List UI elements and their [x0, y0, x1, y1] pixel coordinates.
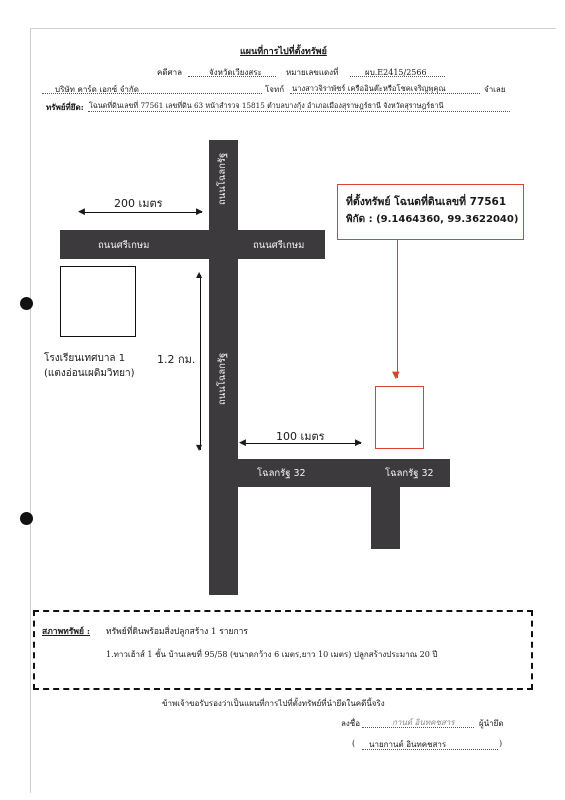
- signer-name: นายกานต์ อินทคชสาร: [369, 740, 447, 749]
- plaintiff-label: โจทก์: [265, 85, 285, 94]
- paren-open: (: [352, 739, 356, 748]
- road-label-soi32-right: โฉลกรัฐ 32: [385, 468, 434, 479]
- signature: กานต์ อินทคชสาร: [392, 718, 455, 727]
- plaintiff-name: บริษัท คาร์ด เอกซ์ จำกัด: [55, 85, 139, 94]
- distance-label-100: 100 เมตร: [276, 430, 325, 443]
- sign-label: ลงชื่อ: [341, 719, 361, 728]
- condition-summary: ทรัพย์ที่ดินพร้อมสิ่งปลูกสร้าง 1 รายการ: [106, 627, 248, 637]
- callout-pointer-head: ▼: [392, 370, 400, 381]
- school-name: โรงเรียนเทศบาล 1: [44, 353, 126, 364]
- distance-label-1-2km: 1.2 กม.: [157, 353, 196, 366]
- arrow-head-left-2: ◀: [239, 438, 246, 448]
- school-building: [60, 266, 136, 337]
- road-label-vertical-mid: ถนนโฉลกรัฐ: [217, 352, 228, 405]
- arrow-head-left: ◀: [78, 207, 85, 217]
- distance-arrow-200: [82, 212, 202, 213]
- callout-pointer: [397, 240, 398, 378]
- court-name: จังหวัดเวียงสระ: [209, 68, 262, 77]
- asset-description: โฉนดที่ดินเลขที่ 77561 เลขที่ดิน 63 หน้าสำรวจ 15815 ตำบลบางกุ้ง อำเภอเมืองสุราษฎร์ธานี จังหวัดสุราษฎร์ธานี: [89, 101, 444, 110]
- road-label-vertical-top: ถนนโฉลกรัฐ: [217, 152, 228, 205]
- road-label-srikasem-left: ถนนศรีเกษม: [98, 240, 150, 251]
- road-label-soi32-left: โฉลกรัฐ 32: [257, 468, 306, 479]
- school-subname: (แตงอ่อนเผดิมวิทยา): [44, 368, 135, 379]
- road-label-srikasem-right: ถนนศรีเกษม: [253, 240, 305, 251]
- arrow-head-right: ▶: [196, 207, 203, 217]
- case-number: ผบ.E2415/2566: [365, 68, 427, 77]
- certification-text: ข้าพเจ้าขอรับรองว่าเป็นแผนที่การไปที่ตั้งทรัพย์ที่นำยึดในคดีนี้จริง: [162, 699, 385, 708]
- arrow-head-down: ▼: [196, 443, 203, 452]
- condition-label: สภาพทรัพย์ :: [42, 627, 91, 637]
- signer-role: ผู้นำยึด: [479, 719, 504, 728]
- page-title: แผนที่การไปที่ตั้งทรัพย์: [240, 47, 327, 57]
- paren-close: ): [499, 739, 503, 748]
- property-plot: [375, 386, 424, 449]
- arrow-head-right-2: ▶: [355, 438, 362, 448]
- condition-detail: 1.ทาวเฮ้าส์ 1 ชั้น บ้านเลขที่ 95/58 (ขนาดกว้าง 6 เมตร,ยาว 10 เมตร) ปลูกสร้างประมาณ 20 ปี: [106, 650, 438, 659]
- property-callout: [337, 184, 524, 240]
- defendant-label: จำเลย: [484, 85, 506, 94]
- callout-deed: ที่ตั้งทรัพย์ โฉนดที่ดินเลขที่ 77561: [346, 196, 507, 208]
- defendant-name: นางสาวจิราพัชร์ เครืออินต๊ะหรือโชคเจริญพุคุณ: [292, 84, 446, 93]
- asset-label: ทรัพย์ที่ยึด:: [46, 102, 84, 112]
- case-no-label: หมายเลขแดงที่: [286, 68, 339, 77]
- arrow-head-up: ▲: [196, 270, 203, 279]
- punch-hole-bottom: [20, 512, 33, 525]
- distance-arrow-1-2km: [200, 275, 201, 450]
- case-label: คดีศาล: [157, 68, 183, 77]
- callout-coordinates: พิกัด : (9.1464360, 99.3622040): [346, 214, 519, 225]
- punch-hole-top: [20, 297, 33, 310]
- distance-label-200: 200 เมตร: [114, 197, 163, 210]
